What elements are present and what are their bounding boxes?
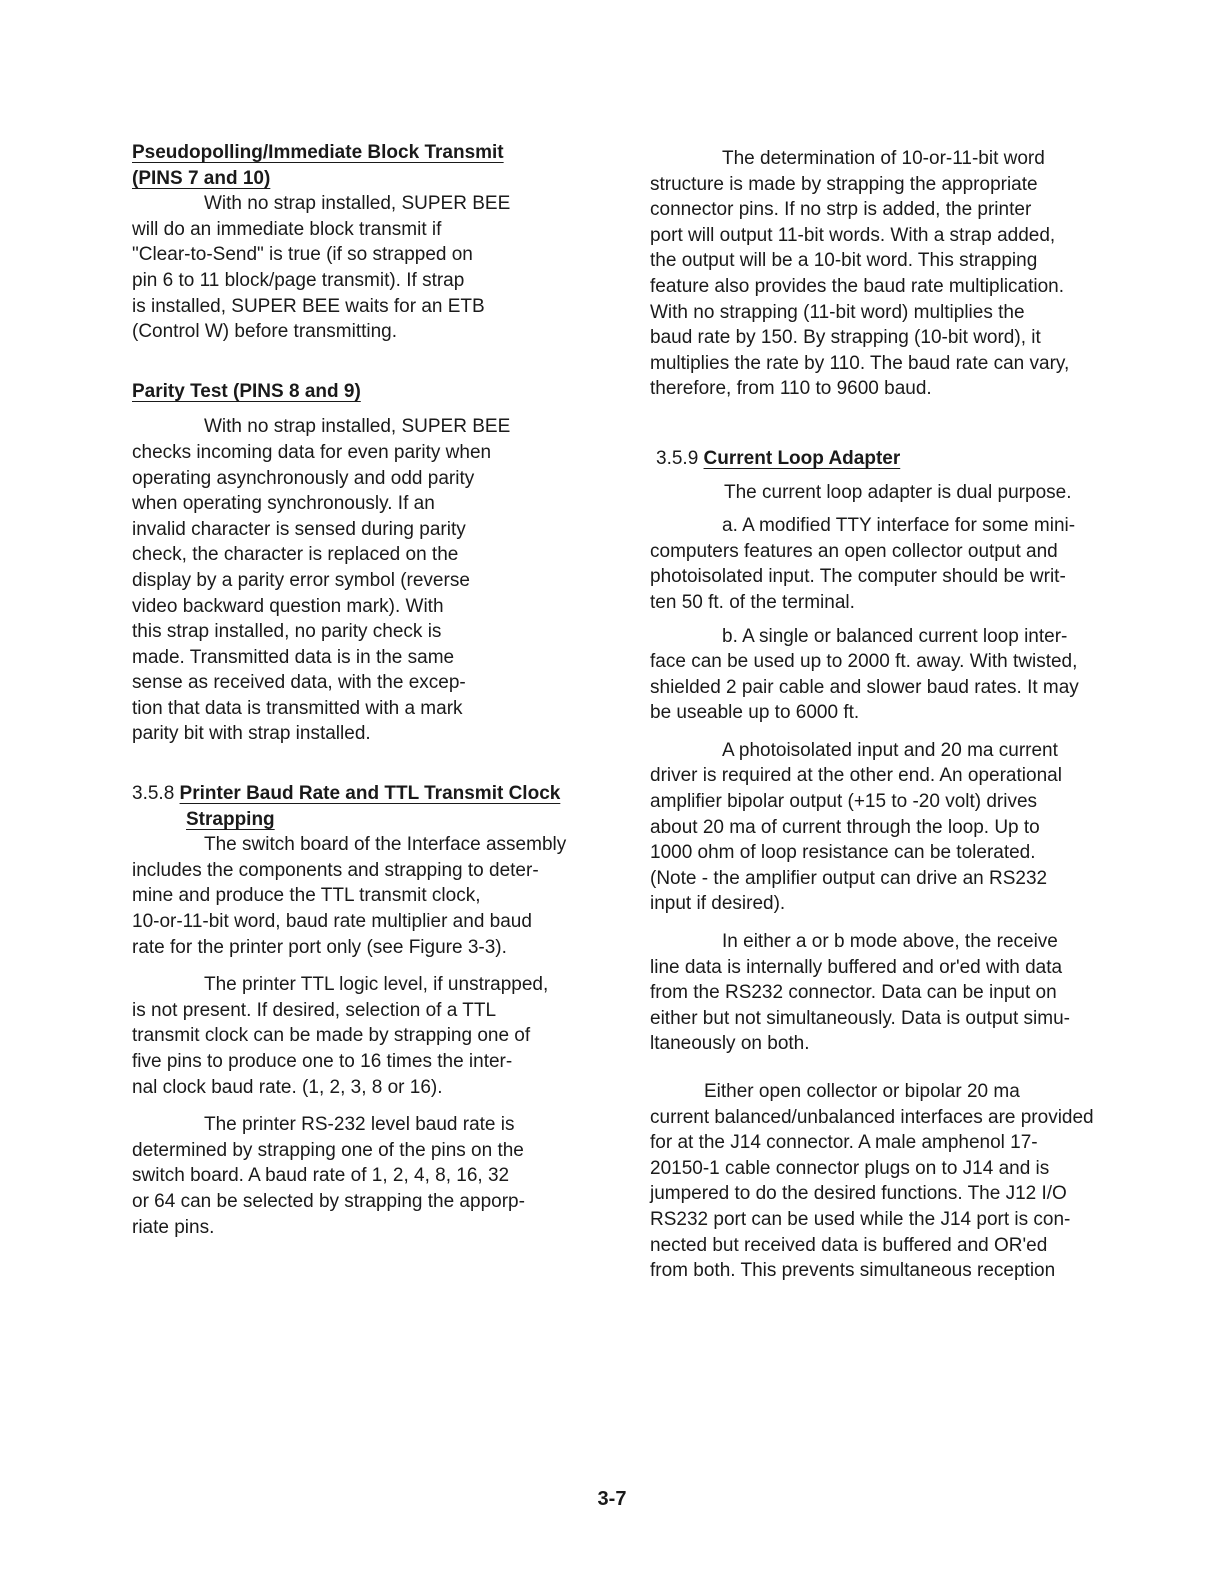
text-line: "Clear-to-Send" is true (if so strapped on <box>132 244 473 266</box>
right-column <box>650 146 1140 1284</box>
paragraph-mode-b <box>650 624 1140 726</box>
paragraph-rs232-baud <box>132 1112 610 1240</box>
text-line: baud rate by 150. By strapping (10-bit word), it <box>650 327 1041 349</box>
text-line: (Note - the amplifier output can drive an RS232 <box>650 867 1048 889</box>
text-line: includes the components and strapping to deter- <box>132 859 539 881</box>
section-heading-pseudopolling-pins: (PINS 7 and 10) <box>132 167 271 189</box>
text-line: In either a or b mode above, the receive <box>722 931 1058 953</box>
section-title-continued: Strapping <box>186 808 275 830</box>
left-column <box>132 140 610 1240</box>
section-heading-pseudopolling: Pseudopolling/Immediate Block Transmit <box>132 142 504 163</box>
text-line: is not present. If desired, selection of a TTL <box>132 999 497 1021</box>
text-line: connector pins. If no strp is added, the printer <box>650 199 1032 221</box>
paragraph-word-structure <box>650 146 1140 402</box>
text-line: input if desired). <box>650 893 786 915</box>
text-line: The determination of 10-or-11-bit word <box>722 148 1045 169</box>
text-line: switch board. A baud rate of 1, 2, 4, 8, 16, 32 <box>132 1165 510 1187</box>
paragraph-mode-a <box>650 513 1140 615</box>
text-line: will do an immediate block transmit if <box>132 218 442 240</box>
text-line: structure is made by strapping the appropriate <box>650 173 1038 195</box>
text-line: 1000 ohm of loop resistance can be tolerated. <box>650 842 1036 864</box>
text-line: nected but received data is buffered and OR'ed <box>650 1234 1048 1256</box>
paragraph-j14-connector <box>650 1079 1140 1284</box>
text-line: either but not simultaneously. Data is output simu- <box>650 1007 1070 1029</box>
section-heading-printer-baud-rate <box>132 781 610 807</box>
text-line: line data is internally buffered and or'ed with data <box>650 956 1063 978</box>
text-line: A photoisolated input and 20 ma current <box>722 739 1058 761</box>
text-line: parity bit with strap installed. <box>132 723 371 745</box>
text-line: from both. This prevents simultaneous reception <box>650 1260 1056 1282</box>
text-line: this strap installed, no parity check is <box>132 621 442 643</box>
paragraph-parity-test <box>132 414 610 747</box>
section-number: 3.5.8 <box>132 783 175 805</box>
section-number: 3.5.9 <box>656 447 699 469</box>
text-line: With no strap installed, SUPER BEE <box>204 193 511 215</box>
page-number: 3-7 <box>597 1488 627 1510</box>
text-line: feature also provides the baud rate multiplication. <box>650 275 1065 297</box>
text-line: driver is required at the other end. An operational <box>650 765 1062 787</box>
text-line: tion that data is transmitted with a mark <box>132 697 463 719</box>
text-line: for at the J14 connector. A male amphenol 17- <box>650 1132 1038 1154</box>
text-line: computers features an open collector output and <box>650 540 1058 562</box>
text-line: 10-or-11-bit word, baud rate multiplier and baud <box>132 911 532 933</box>
text-line: determined by strapping one of the pins on the <box>132 1139 524 1161</box>
section-heading-current-loop <box>650 446 1140 472</box>
section-title: Printer Baud Rate and TTL Transmit Clock <box>179 783 561 805</box>
text-line: jumpered to do the desired functions. The J12 I/O <box>650 1183 1067 1205</box>
section-title: Current Loop Adapter <box>703 447 901 469</box>
paragraph-photoisolated <box>650 738 1140 917</box>
text-line: pin 6 to 11 block/page transmit). If strap <box>132 269 465 291</box>
text-line: when operating synchronously. If an <box>132 493 435 515</box>
text-line: a. A modified TTY interface for some mini- <box>722 515 1076 537</box>
text-line: current balanced/unbalanced interfaces are provided <box>650 1106 1094 1128</box>
text-line: the output will be a 10-bit word. This strapping <box>650 250 1038 272</box>
text-line: operating asynchronously and odd parity <box>132 467 475 489</box>
text-line: With no strapping (11-bit word) multiplies the <box>650 301 1025 323</box>
text-line: b. A single or balanced current loop inter- <box>722 625 1068 647</box>
text-line: shielded 2 pair cable and slower baud rates. It may <box>650 676 1079 698</box>
paragraph-either-mode <box>650 929 1140 1057</box>
text-line: photoisolated input. The computer should be writ- <box>650 566 1066 588</box>
text-line: The switch board of the Interface assembly <box>204 834 567 856</box>
paragraph-switch-board <box>132 832 610 960</box>
section-heading-parity-test: Parity Test (PINS 8 and 9) <box>132 380 361 402</box>
text-line: The printer RS-232 level baud rate is <box>204 1114 515 1136</box>
text-line: from the RS232 connector. Data can be input on <box>650 982 1057 1004</box>
text-line: 20150-1 cable connector plugs on to J14 and is <box>650 1157 1050 1179</box>
text-line: check, the character is replaced on the <box>132 544 459 566</box>
text-line: port will output 11-bit words. With a strap added, <box>650 224 1056 246</box>
text-line: face can be used up to 2000 ft. away. With twisted, <box>650 651 1078 673</box>
text-line: The current loop adapter is dual purpose. <box>724 481 1072 503</box>
text-line: With no strap installed, SUPER BEE <box>204 416 511 438</box>
text-line: be useable up to 6000 ft. <box>650 702 860 724</box>
paragraph-ttl-logic <box>132 972 610 1100</box>
text-line: The printer TTL logic level, if unstrapped, <box>204 974 549 996</box>
text-line: ltaneously on both. <box>650 1033 810 1055</box>
text-line: therefore, from 110 to 9600 baud. <box>650 378 932 400</box>
text-line: amplifier bipolar output (+15 to -20 volt) drives <box>650 791 1038 813</box>
text-line: rate for the printer port only (see Figure 3-3). <box>132 936 507 958</box>
text-line: RS232 port can be used while the J14 port is con- <box>650 1208 1071 1230</box>
text-line: five pins to produce one to 16 times the inter- <box>132 1051 513 1072</box>
text-line: riate pins. <box>132 1216 215 1238</box>
text-line: mine and produce the TTL transmit clock, <box>132 885 481 907</box>
text-line: checks incoming data for even parity when <box>132 441 492 463</box>
text-line: or 64 can be selected by strapping the apporp- <box>132 1190 525 1212</box>
text-line: sense as received data, with the excep- <box>132 672 466 694</box>
text-line: invalid character is sensed during parity <box>132 518 466 540</box>
text-line: made. Transmitted data is in the same <box>132 646 455 668</box>
text-line: display by a parity error symbol (reverse <box>132 569 470 591</box>
text-line: multiplies the rate by 110. The baud rate can vary, <box>650 352 1070 374</box>
text-line: is installed, SUPER BEE waits for an ETB <box>132 295 485 317</box>
text-line: nal clock baud rate. (1, 2, 3, 8 or 16). <box>132 1076 443 1098</box>
text-line: about 20 ma of current through the loop. Up to <box>650 816 1040 838</box>
text-line: Either open collector or bipolar 20 ma <box>704 1081 1020 1102</box>
text-line: ten 50 ft. of the terminal. <box>650 591 855 613</box>
text-line: video backward question mark). With <box>132 595 444 617</box>
text-line: transmit clock can be made by strapping one of <box>132 1025 531 1047</box>
paragraph-pseudopolling <box>132 191 610 345</box>
text-line: (Control W) before transmitting. <box>132 321 398 343</box>
